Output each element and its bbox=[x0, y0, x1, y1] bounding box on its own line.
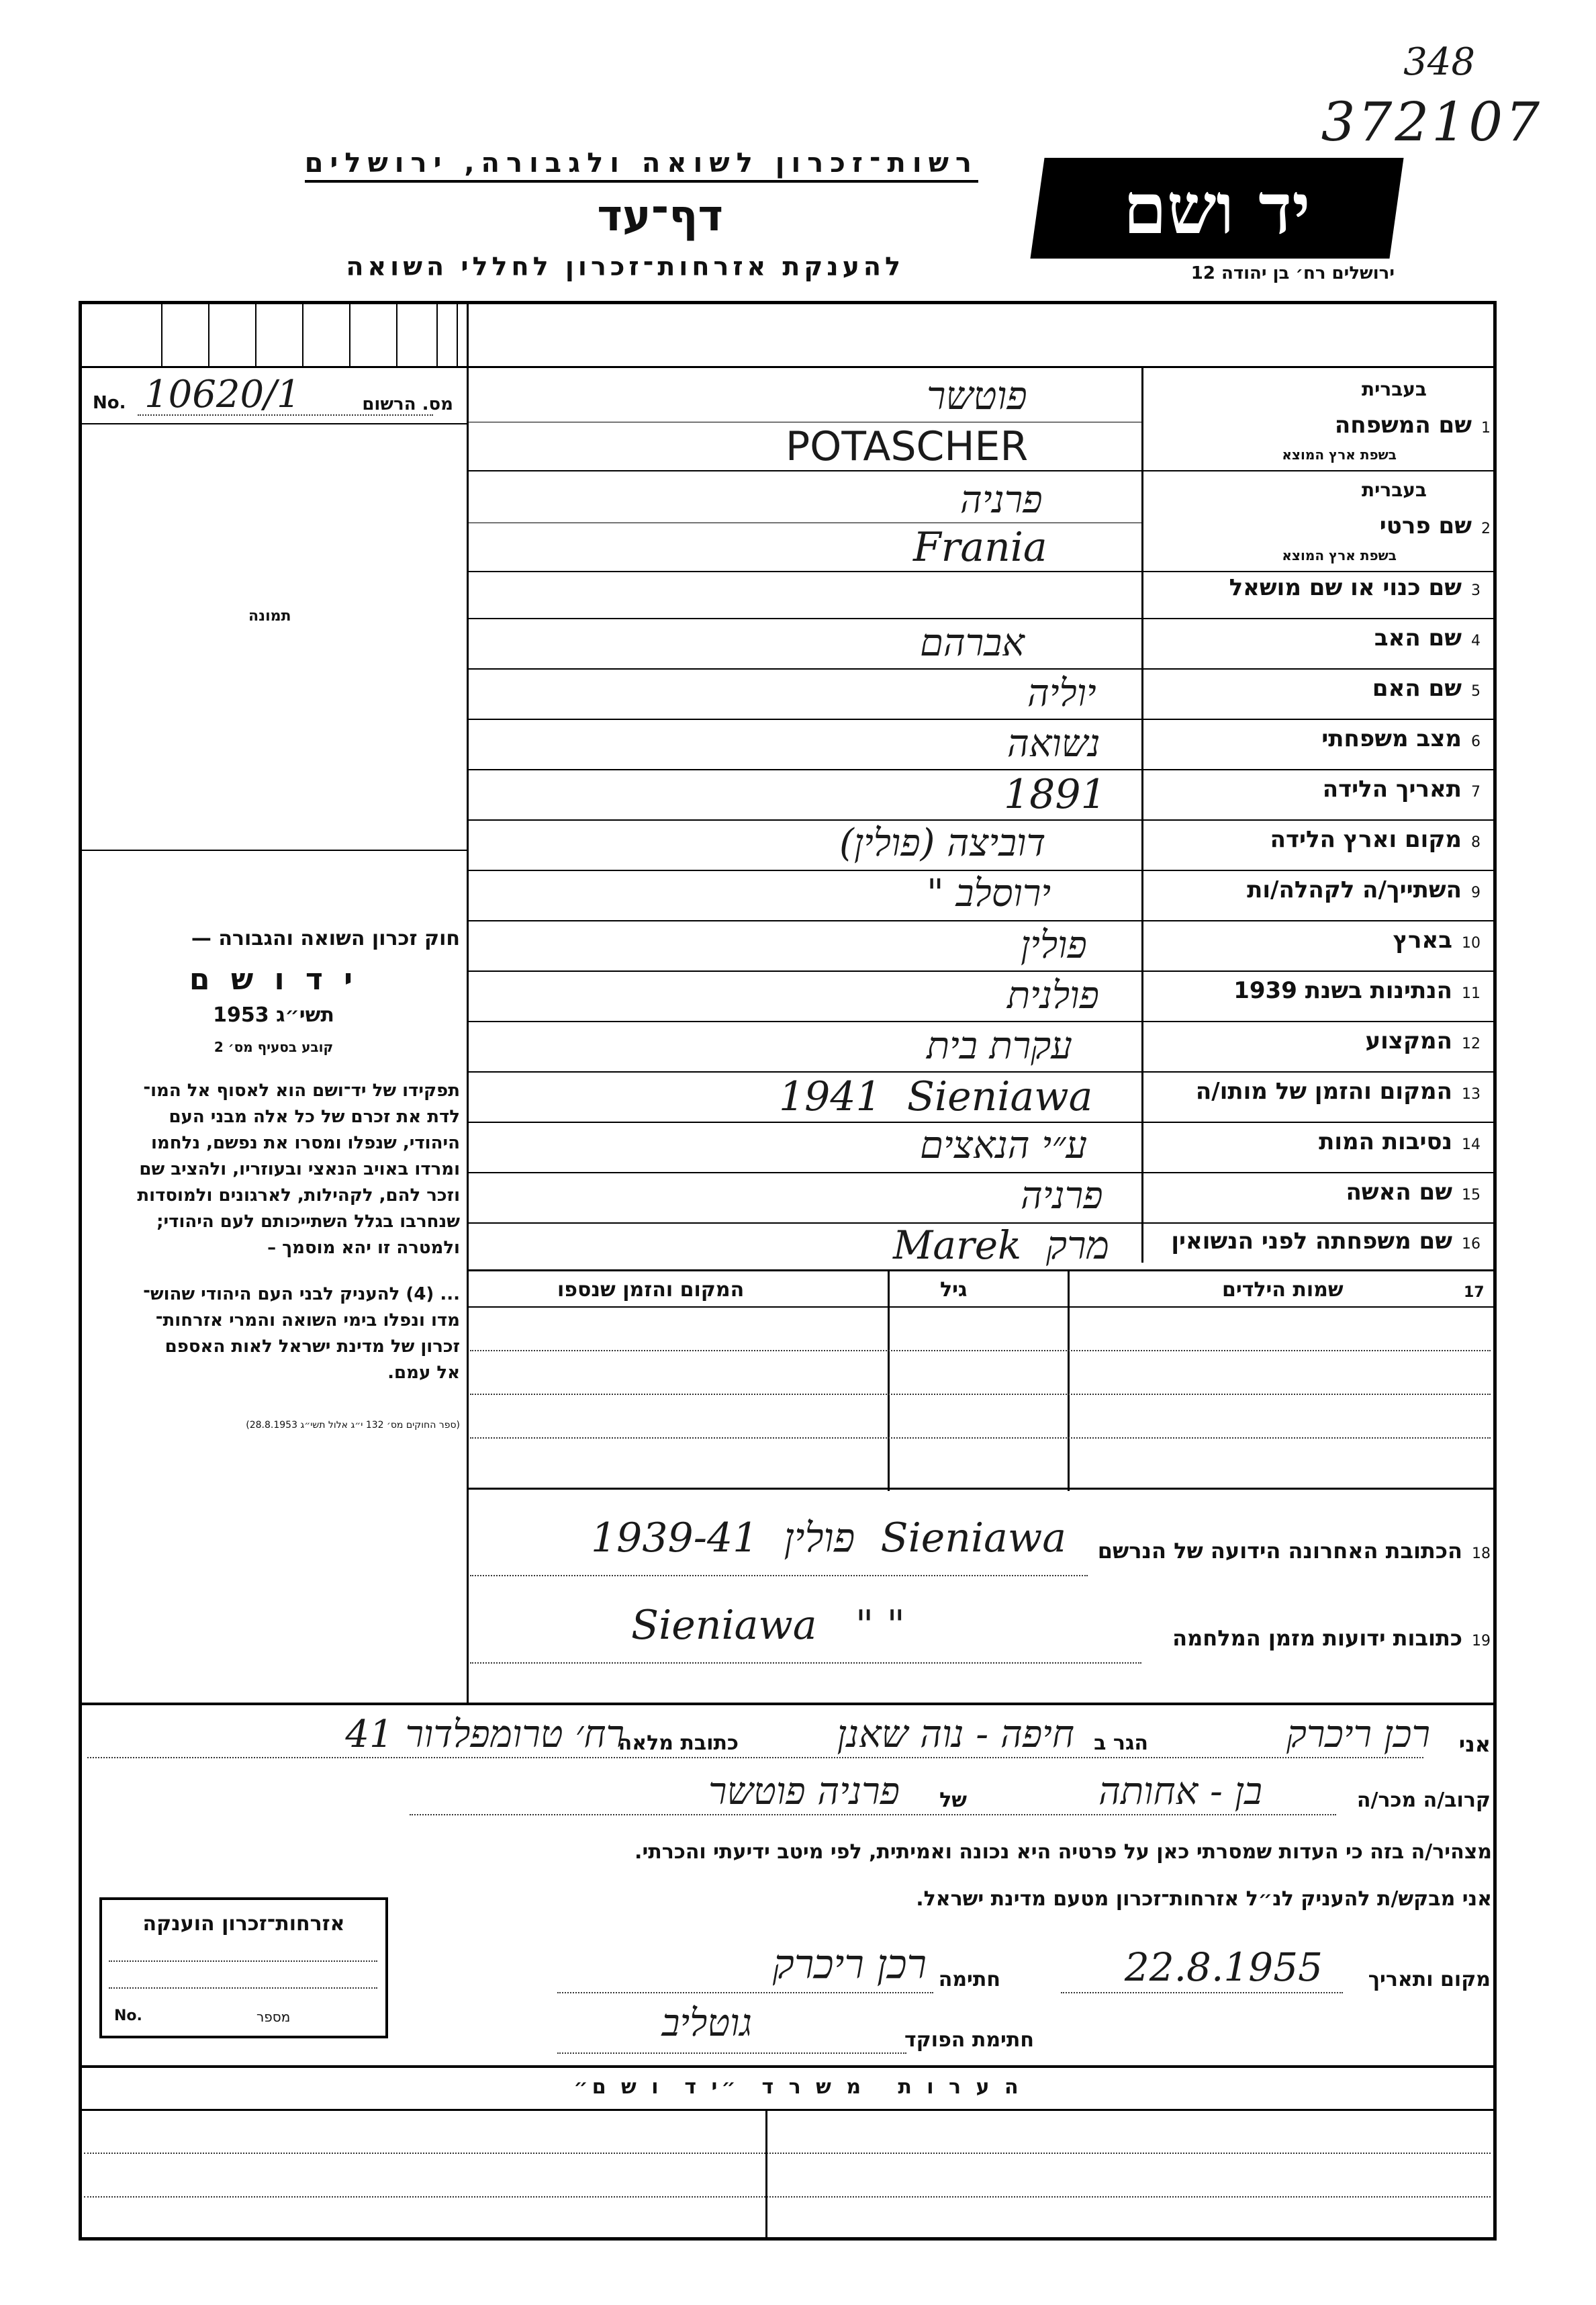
field-19 bbox=[470, 1598, 1491, 1672]
hebrew-tag: בעברית bbox=[1361, 378, 1427, 400]
law-line: היהודי, שנפלו ומסרו את נפשם, נלחמו bbox=[150, 1133, 460, 1153]
firstname-hebrew-value: פרניה bbox=[960, 478, 1043, 522]
field-num: 19 bbox=[1472, 1633, 1491, 1649]
logo-text: יד ושם bbox=[1123, 167, 1311, 250]
form-subtitle: להענקת אזרחות־זכרון לחללי השואה bbox=[346, 252, 904, 281]
field-label: שם המשפחה bbox=[1334, 412, 1472, 439]
maiden-name-value: Marek מרק bbox=[893, 1222, 1109, 1268]
org-line: רשות־זכרון לשואה ולגבורה, ירושלים bbox=[305, 148, 978, 183]
registration-number bbox=[87, 373, 460, 420]
field-1-label bbox=[1145, 373, 1491, 470]
nationality-value: פולנית bbox=[1007, 974, 1099, 1018]
law-line: ... (4) להעניק לבני העם היהודי שהוש־ bbox=[143, 1284, 460, 1304]
hebrew-tag: בעברית bbox=[1361, 479, 1427, 501]
archive-annotation: 348 bbox=[1403, 40, 1475, 84]
i-label: אני bbox=[1458, 1731, 1491, 1757]
field-4-label: 4שם האב bbox=[1374, 625, 1481, 651]
law-line: ומרדו באויב הנאצי ובעוזריו, ולהציב שם bbox=[139, 1159, 460, 1179]
profession-value: עקרת בית bbox=[927, 1024, 1072, 1068]
declarant-city-value: חיפה - נוה שאנן bbox=[837, 1713, 1074, 1756]
declarant-line-1 bbox=[87, 1713, 1491, 1760]
stamp-box-title: אזרחות־זכרון הוענקה bbox=[142, 1912, 345, 1936]
country-value: פולין bbox=[1021, 923, 1087, 967]
address: ירושלים רח׳ בן יהודה 12 bbox=[1190, 263, 1395, 283]
photo-label: תמונה bbox=[248, 608, 291, 625]
field-7-label: 7תאריך הלידה bbox=[1322, 776, 1481, 803]
field-18 bbox=[470, 1511, 1491, 1585]
officer-line bbox=[403, 2001, 1491, 2055]
field-label: הכתובת האחרונה הידועה של הנרשם bbox=[1097, 1538, 1462, 1564]
field-num: 1 bbox=[1481, 420, 1491, 437]
reg-no-label: מס. הרשום bbox=[362, 394, 453, 414]
reg-no-value: 10620/1 bbox=[144, 373, 301, 416]
field-label: כתובות ידועות מזמן המלחמה bbox=[1172, 1625, 1462, 1651]
field-2-label bbox=[1145, 473, 1491, 571]
law-text bbox=[87, 1078, 460, 1386]
signature-value: רכן ריכרק bbox=[772, 1941, 927, 1988]
firstname-origin-value: Frania bbox=[913, 524, 1047, 571]
origin-tag: בשפת ארץ המוצא bbox=[1282, 547, 1397, 563]
declarant-address-value: רח׳ טרומפלדור 41 bbox=[345, 1713, 624, 1756]
law-ref: (ספר החוקים מס׳ 132 י״ג אלול תשי״ג 28.8.1953) bbox=[246, 1420, 460, 1431]
surname-origin-value: POTASCHER bbox=[786, 423, 1029, 470]
law-line: מדו ונפלו בימי השואה והמרי אזרחות־ bbox=[155, 1310, 460, 1330]
field-14-label: 14נסיבות המות bbox=[1319, 1128, 1481, 1155]
law-name: י ד ו ש ם bbox=[189, 962, 359, 997]
birth-place-value: דוביצה (פולין) bbox=[839, 821, 1046, 865]
signature-label: חתימה bbox=[938, 1968, 1000, 1991]
children-header: שמות הילדים bbox=[1222, 1278, 1344, 1302]
field-16-label: 16שם משפחתה לפני הנשואין bbox=[1171, 1228, 1481, 1255]
declarant-name-value: רכן ריכרק bbox=[1286, 1713, 1430, 1756]
field-num: 2 bbox=[1481, 521, 1491, 537]
officer-signature-value: גוטליב bbox=[661, 2001, 752, 2045]
law-line: זכרון של מדינת ישראל לאות האספם bbox=[165, 1337, 460, 1357]
office-notes-title: ה ע ר ו ת מ ש ר ד ״י ד ו ש ם״ bbox=[573, 2075, 1023, 2099]
field-8-label: 8מקום וארץ הלידה bbox=[1270, 826, 1481, 853]
law-line: וזכר להם, לקהילות, לארגונים ולמוסדות bbox=[137, 1185, 460, 1206]
address-label: כתובת מלאה bbox=[618, 1731, 739, 1755]
of-value: פרניה פוטשר bbox=[708, 1770, 900, 1813]
officer-label: חתימת הפוקד bbox=[904, 2028, 1034, 2052]
birth-date-value: 1891 bbox=[1004, 771, 1107, 818]
archive-number: 372107 bbox=[1321, 91, 1542, 153]
law-line: אל עמם. bbox=[387, 1363, 460, 1383]
origin-tag: בשפת ארץ המוצא bbox=[1282, 447, 1397, 463]
field-17-num: 17 bbox=[1464, 1284, 1485, 1301]
relation-value: בן - אחותה bbox=[1098, 1770, 1262, 1813]
place-date-label: מקום ותאריך bbox=[1368, 1968, 1491, 1991]
field-12-label: 12המקצוע bbox=[1365, 1028, 1481, 1054]
community-value: ירוסלב " bbox=[927, 872, 1051, 915]
field-label: שם פרטי bbox=[1379, 512, 1472, 539]
field-13-label: 13המקום והזמן של מותו/ה bbox=[1195, 1078, 1481, 1105]
citizenship-stamp-box bbox=[99, 1897, 388, 2038]
law-block bbox=[87, 927, 460, 1431]
form-title: דף־עד bbox=[597, 191, 723, 241]
field-9-label: 9השתייך/ה לקהלה/ות bbox=[1247, 876, 1481, 903]
field-11-label: 11הנתינות בשנת 1939 bbox=[1233, 977, 1481, 1004]
perished-header: המקום והזמן שנספו bbox=[557, 1278, 745, 1302]
stamp-number-label: מספר bbox=[256, 2009, 291, 2025]
relation-label: קרוב/ה מכר/ה bbox=[1356, 1789, 1491, 1812]
age-header: גיל bbox=[940, 1278, 968, 1302]
declaration-text: מצהיר/ה בזה כי העדות שמסרתי כאן על פרטיה היא נכונה ואמיתית, לפי מיטב ידיעתי והכרתי. bbox=[635, 1840, 1492, 1864]
law-section: קובע בסעיף מס׳ 2 bbox=[214, 1039, 334, 1055]
stamp-no-label: No. bbox=[114, 2007, 142, 2024]
field-num: 18 bbox=[1472, 1545, 1491, 1562]
law-line: ולמטרה זו יהא מוסמך – bbox=[267, 1238, 460, 1258]
request-text: אני מבקש/ת להעניק לנ״ל אזרחות־זכרון מטעם מדינת ישראל. bbox=[916, 1887, 1492, 1911]
declarant-line-2 bbox=[87, 1770, 1491, 1817]
yad-vashem-logo bbox=[1030, 158, 1403, 259]
field-3-label: 3שם כנוי או שם מושאל bbox=[1229, 574, 1481, 601]
signature-line bbox=[403, 1941, 1491, 1995]
law-line: לדת את זכרם של כל אלה מבני העם bbox=[169, 1107, 460, 1127]
field-10-label: 10בארץ bbox=[1393, 927, 1481, 954]
field-15-label: 15שם האשה bbox=[1346, 1179, 1481, 1206]
field-5-label: 5שם האם bbox=[1372, 675, 1481, 702]
surname-hebrew-value: פוטשר bbox=[927, 373, 1027, 418]
wartime-address-value: Sieniawa " " bbox=[631, 1602, 906, 1649]
of-label: של bbox=[939, 1789, 967, 1812]
law-line: שנחרבו בגלל השתייכותם לעם היהודי; bbox=[156, 1212, 460, 1232]
death-circumstances-value: ע״י הנאצים bbox=[920, 1124, 1088, 1167]
field-6-label: 6מצב משפחתי bbox=[1321, 725, 1481, 752]
wife-name-value: פרניה bbox=[1021, 1174, 1103, 1218]
reg-no-prefix: No. bbox=[93, 393, 126, 413]
law-title: חוק זכרון השואה והגבורה — bbox=[191, 927, 460, 950]
death-place-date-value: 1941 Sieniawa bbox=[779, 1073, 1093, 1120]
resides-label: הגר ב bbox=[1094, 1731, 1148, 1755]
marital-status-value: נשואה bbox=[1007, 722, 1100, 766]
law-year: תשי״ג 1953 bbox=[213, 1003, 334, 1027]
mother-name-value: יוליה bbox=[1027, 672, 1096, 715]
date-value: 22.8.1955 bbox=[1124, 1944, 1323, 1990]
law-line: תפקידו של יד־ושם הוא לאסוף אל המו־ bbox=[143, 1081, 460, 1101]
last-address-value: 1939-41 פולין Sieniawa bbox=[591, 1515, 1067, 1562]
father-name-value: אברהם bbox=[920, 621, 1025, 665]
